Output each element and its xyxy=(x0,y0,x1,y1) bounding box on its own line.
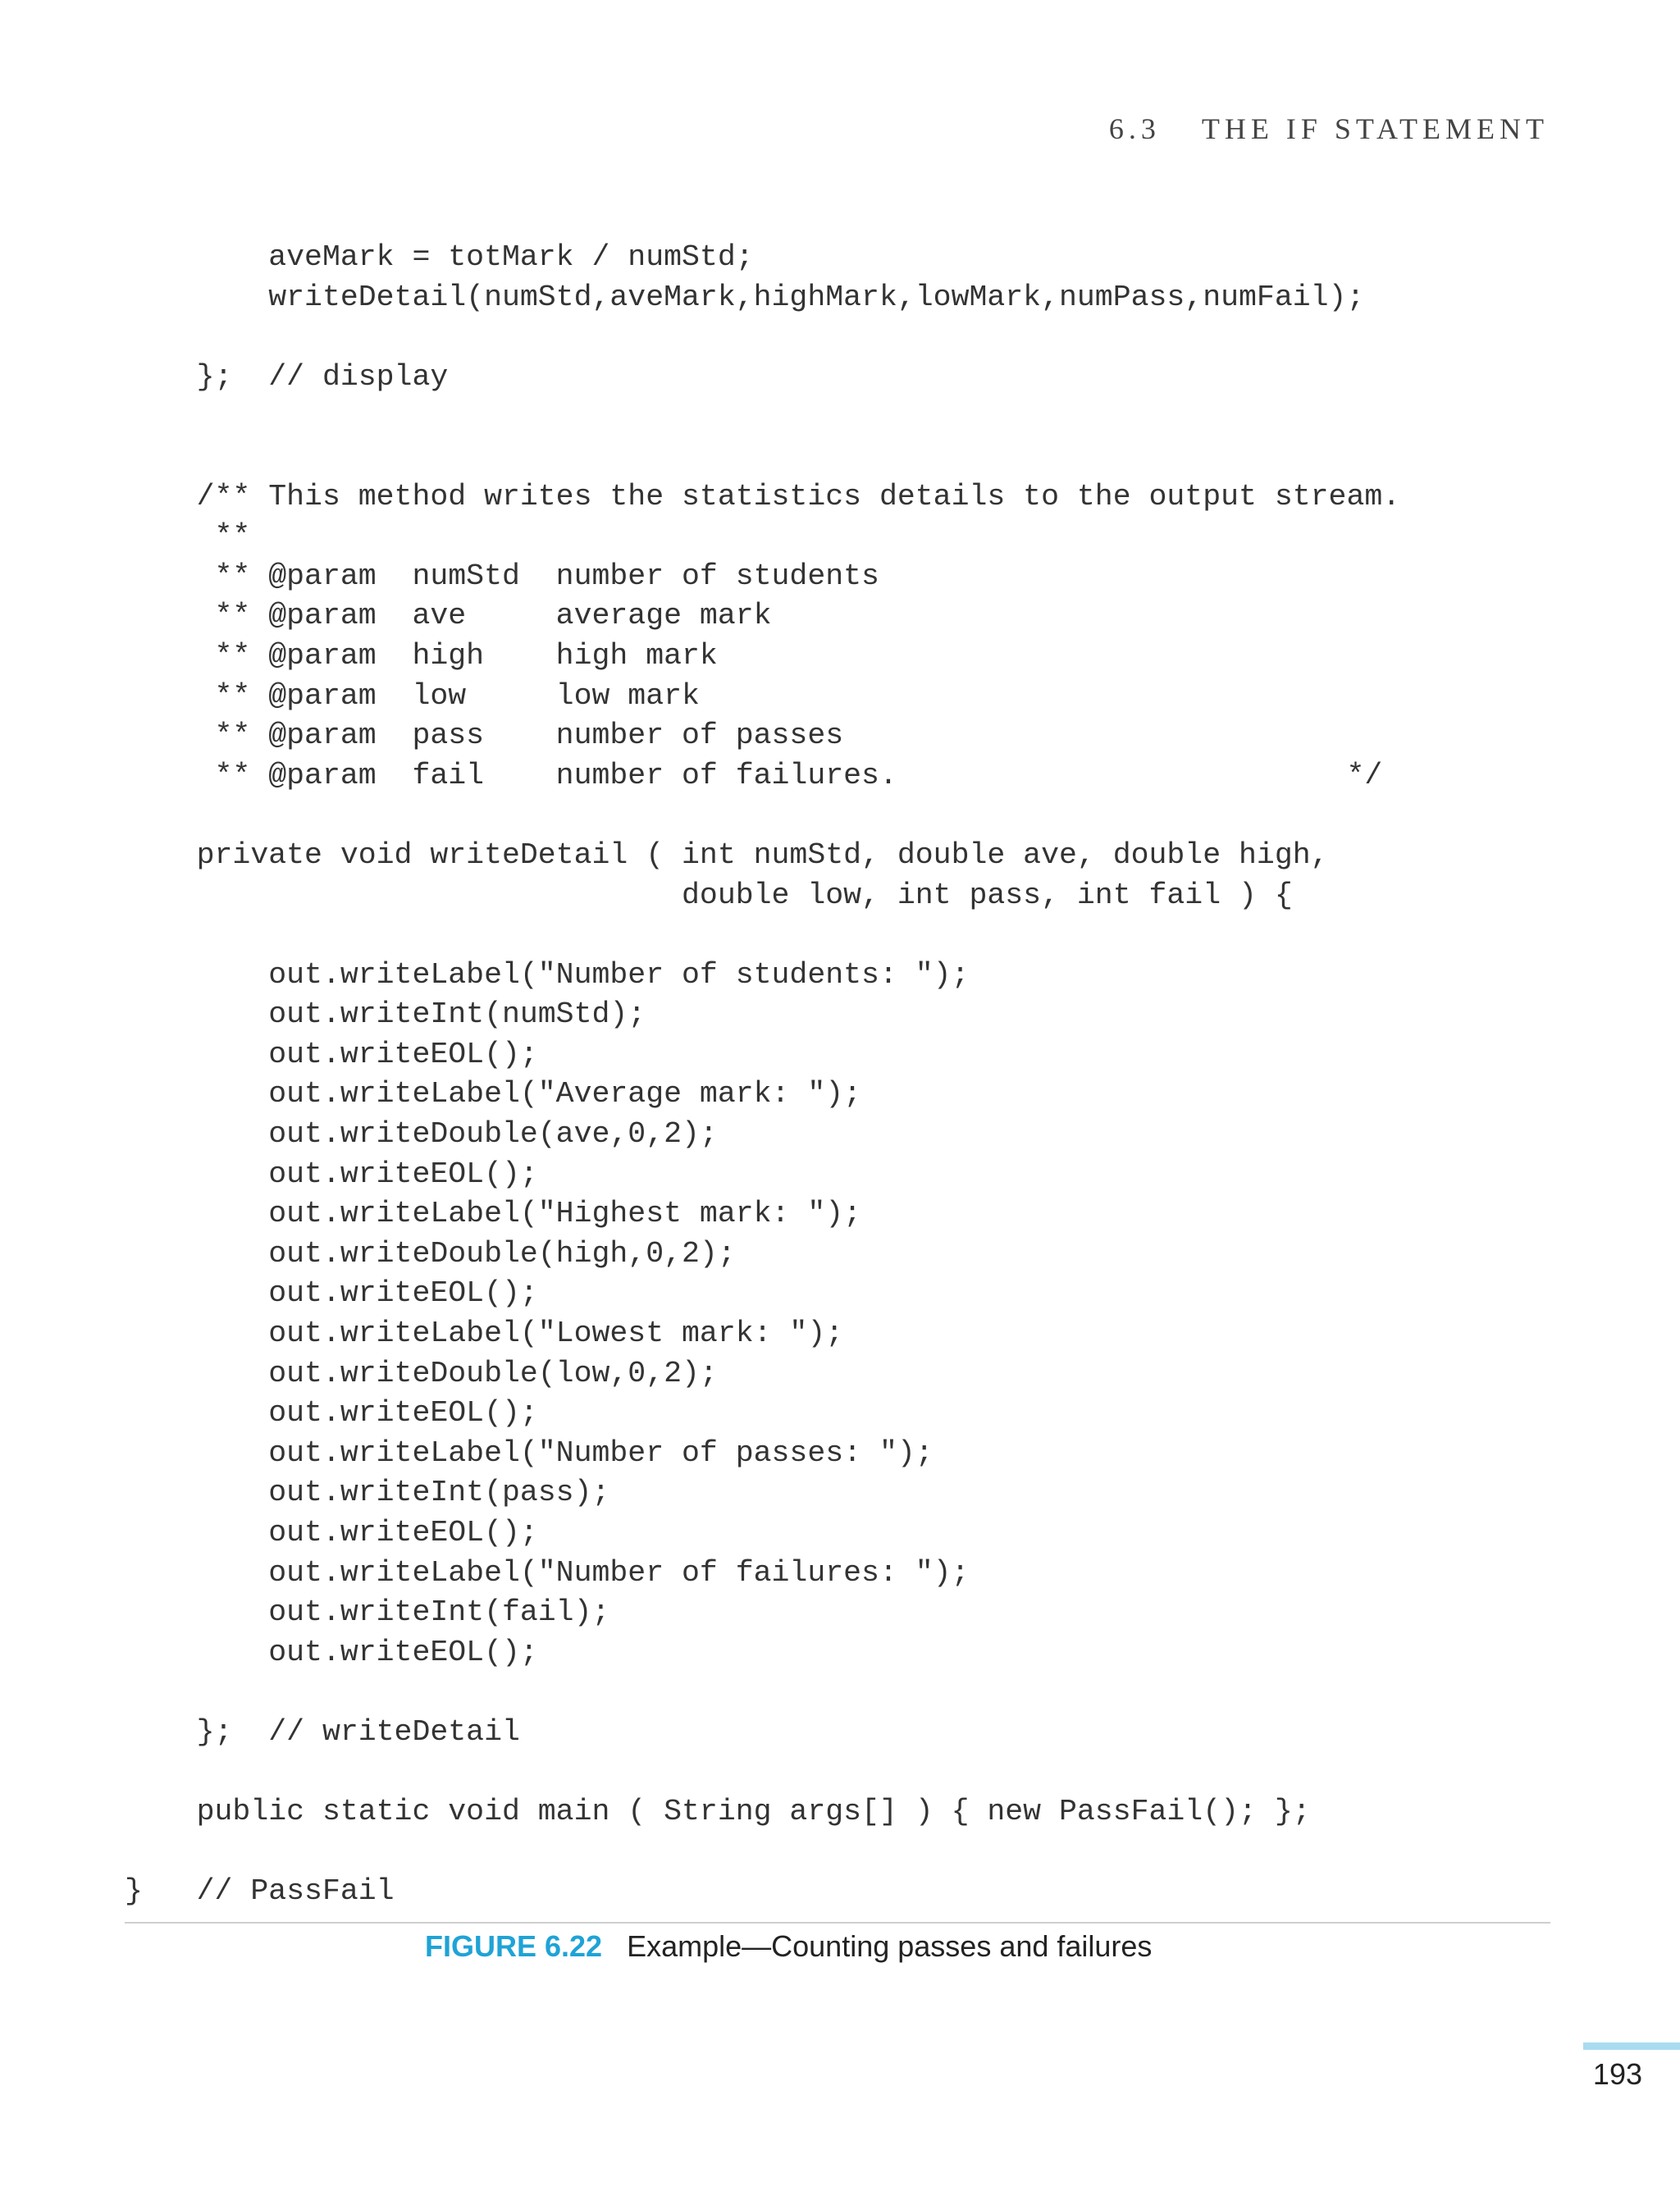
code-line: ** @param pass number of passes xyxy=(125,719,844,753)
code-line: out.writeEOL(); xyxy=(125,1635,538,1669)
code-line: ** @param numStd number of students xyxy=(125,559,879,593)
code-line: out.writeDouble(low,0,2); xyxy=(125,1356,718,1390)
code-line xyxy=(125,437,1400,477)
code-line xyxy=(125,1753,1400,1793)
code-line: double low, int pass, int fail ) { xyxy=(125,878,1293,912)
code-line: ** @param ave average mark xyxy=(125,599,772,633)
code-line xyxy=(125,796,1400,836)
code-line: ** @param high high mark xyxy=(125,638,718,673)
code-line: ** xyxy=(125,519,251,554)
code-line: out.writeInt(numStd); xyxy=(125,997,646,1032)
code-line: out.writeLabel("Number of failures: "); xyxy=(125,1555,970,1590)
code-line: writeDetail(numStd,aveMark,highMark,lowMark,numPass,numFail); xyxy=(125,280,1365,314)
figure-caption-text: Example—Counting passes and failures xyxy=(627,1929,1153,1963)
code-line: }; // display xyxy=(125,359,449,394)
code-line: out.writeDouble(ave,0,2); xyxy=(125,1117,718,1152)
running-head xyxy=(1109,112,1549,146)
code-line: out.writeLabel("Average mark: "); xyxy=(125,1077,862,1111)
code-line: out.writeInt(pass); xyxy=(125,1476,610,1510)
code-listing xyxy=(125,238,1400,1912)
code-line: aveMark = totMark / numStd; xyxy=(125,240,754,274)
code-line xyxy=(125,397,1400,437)
code-line: private void writeDetail ( int numStd, double ave, double high, xyxy=(125,838,1329,872)
code-line: out.writeInt(fail); xyxy=(125,1595,610,1630)
code-line: out.writeLabel("Number of passes: "); xyxy=(125,1435,934,1470)
code-line xyxy=(125,317,1400,358)
page-number: 193 xyxy=(1592,2057,1642,2091)
code-line: }; // writeDetail xyxy=(125,1714,520,1749)
code-line: out.writeEOL(); xyxy=(125,1516,538,1549)
figure-label: FIGURE 6.22 xyxy=(425,1929,603,1963)
caption-divider xyxy=(125,1922,1550,1924)
code-line: out.writeEOL(); xyxy=(125,1396,538,1431)
code-line xyxy=(125,915,1400,956)
code-line: out.writeEOL(); xyxy=(125,1157,538,1191)
code-line: public static void main ( String args[] ) { new PassFail(); }; xyxy=(125,1795,1311,1829)
figure-caption xyxy=(425,1929,1152,1964)
code-line xyxy=(125,1673,1400,1713)
code-line: out.writeLabel("Highest mark: "); xyxy=(125,1197,862,1231)
code-line: ** @param fail number of failures. */ xyxy=(125,758,1383,792)
code-line: out.writeEOL(); xyxy=(125,1037,538,1071)
code-line: /** This method writes the statistics details to the output stream. xyxy=(125,479,1401,513)
page-tab-accent xyxy=(1583,2042,1680,2050)
code-line: out.writeEOL(); xyxy=(125,1276,538,1311)
code-line xyxy=(125,1832,1400,1873)
code-line: out.writeLabel("Number of students: "); xyxy=(125,957,970,992)
section-number: 6.3 xyxy=(1108,112,1161,145)
section-title: THE IF STATEMENT xyxy=(1201,112,1549,145)
code-line: ** @param low low mark xyxy=(125,678,700,713)
code-line: out.writeDouble(high,0,2); xyxy=(125,1236,736,1271)
code-line: } // PassFail xyxy=(125,1874,395,1909)
code-line: out.writeLabel("Lowest mark: "); xyxy=(125,1317,844,1351)
